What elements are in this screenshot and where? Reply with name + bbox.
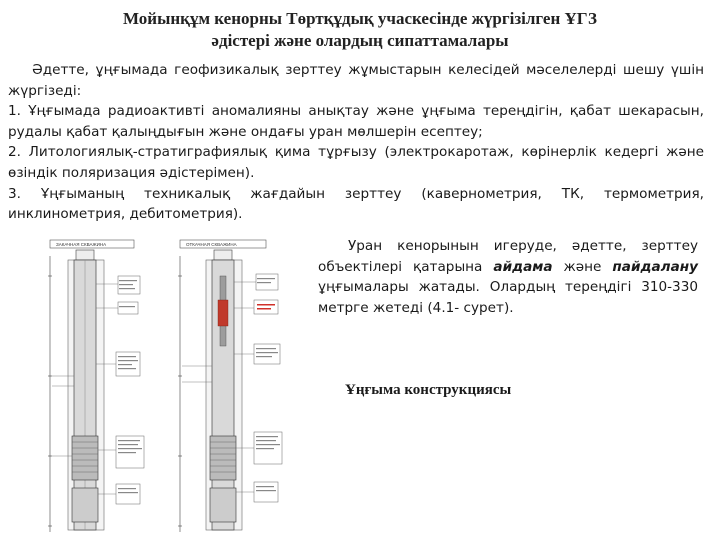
production-term: пайдалану	[612, 258, 698, 275]
intro-paragraph: Әдетте, ұңғымада геофизикалық зерттеу жұмыстарын келесідей мәселелерді шешу үшін жүргізеді:	[8, 62, 704, 99]
title-line-1: Мойынқұм кенорны Төртқұдық учаскесінде жүргізілген ҰГЗ	[122, 9, 598, 28]
list-item: 1. Ұңғымада радиоактивті аномалияны анықтау және ұңғыма тереңдігін, қабат шекарасын, рудалы қабат қалыңдығын және ондағы уран мөлшерін есептеу;	[8, 103, 704, 140]
description-text: ұңғымалары жатады. Олардың тереңдігі 310-330 метрге жетеді (4.1- сурет).	[318, 279, 698, 316]
production-well-diagram	[176, 236, 316, 536]
page-title	[0, 8, 720, 52]
figure-caption: Ұңғыма конструкциясы	[345, 382, 512, 398]
description-paragraph	[318, 236, 698, 318]
right-figure-header: ОТКАЧНАЯ СКВАЖИНА	[186, 242, 237, 247]
injection-term: айдама	[493, 258, 553, 275]
description-text: Уран кенорынын игеруде, әдетте, зерттеу объектілері қатарына	[318, 238, 698, 275]
list-item: 2. Литологиялық-стратиграфиялық қима тұрғызу (электрокаротаж, көрінерлік кедергі және өзіндік поляризация әдістерімен).	[8, 144, 704, 181]
description-text: және	[552, 258, 613, 275]
body-text	[8, 60, 704, 225]
title-line-2: әдістері және олардың сипаттамалары	[211, 31, 509, 50]
list-item: 3. Ұңғыманың техникалық жағдайын зерттеу (кавернометрия, ТК, термометрия, инклинометрия, дебитометрия).	[8, 185, 704, 223]
injection-well-diagram	[46, 236, 181, 536]
left-figure-header: ЗАКАЧНАЯ СКВАЖИНА	[56, 242, 107, 247]
